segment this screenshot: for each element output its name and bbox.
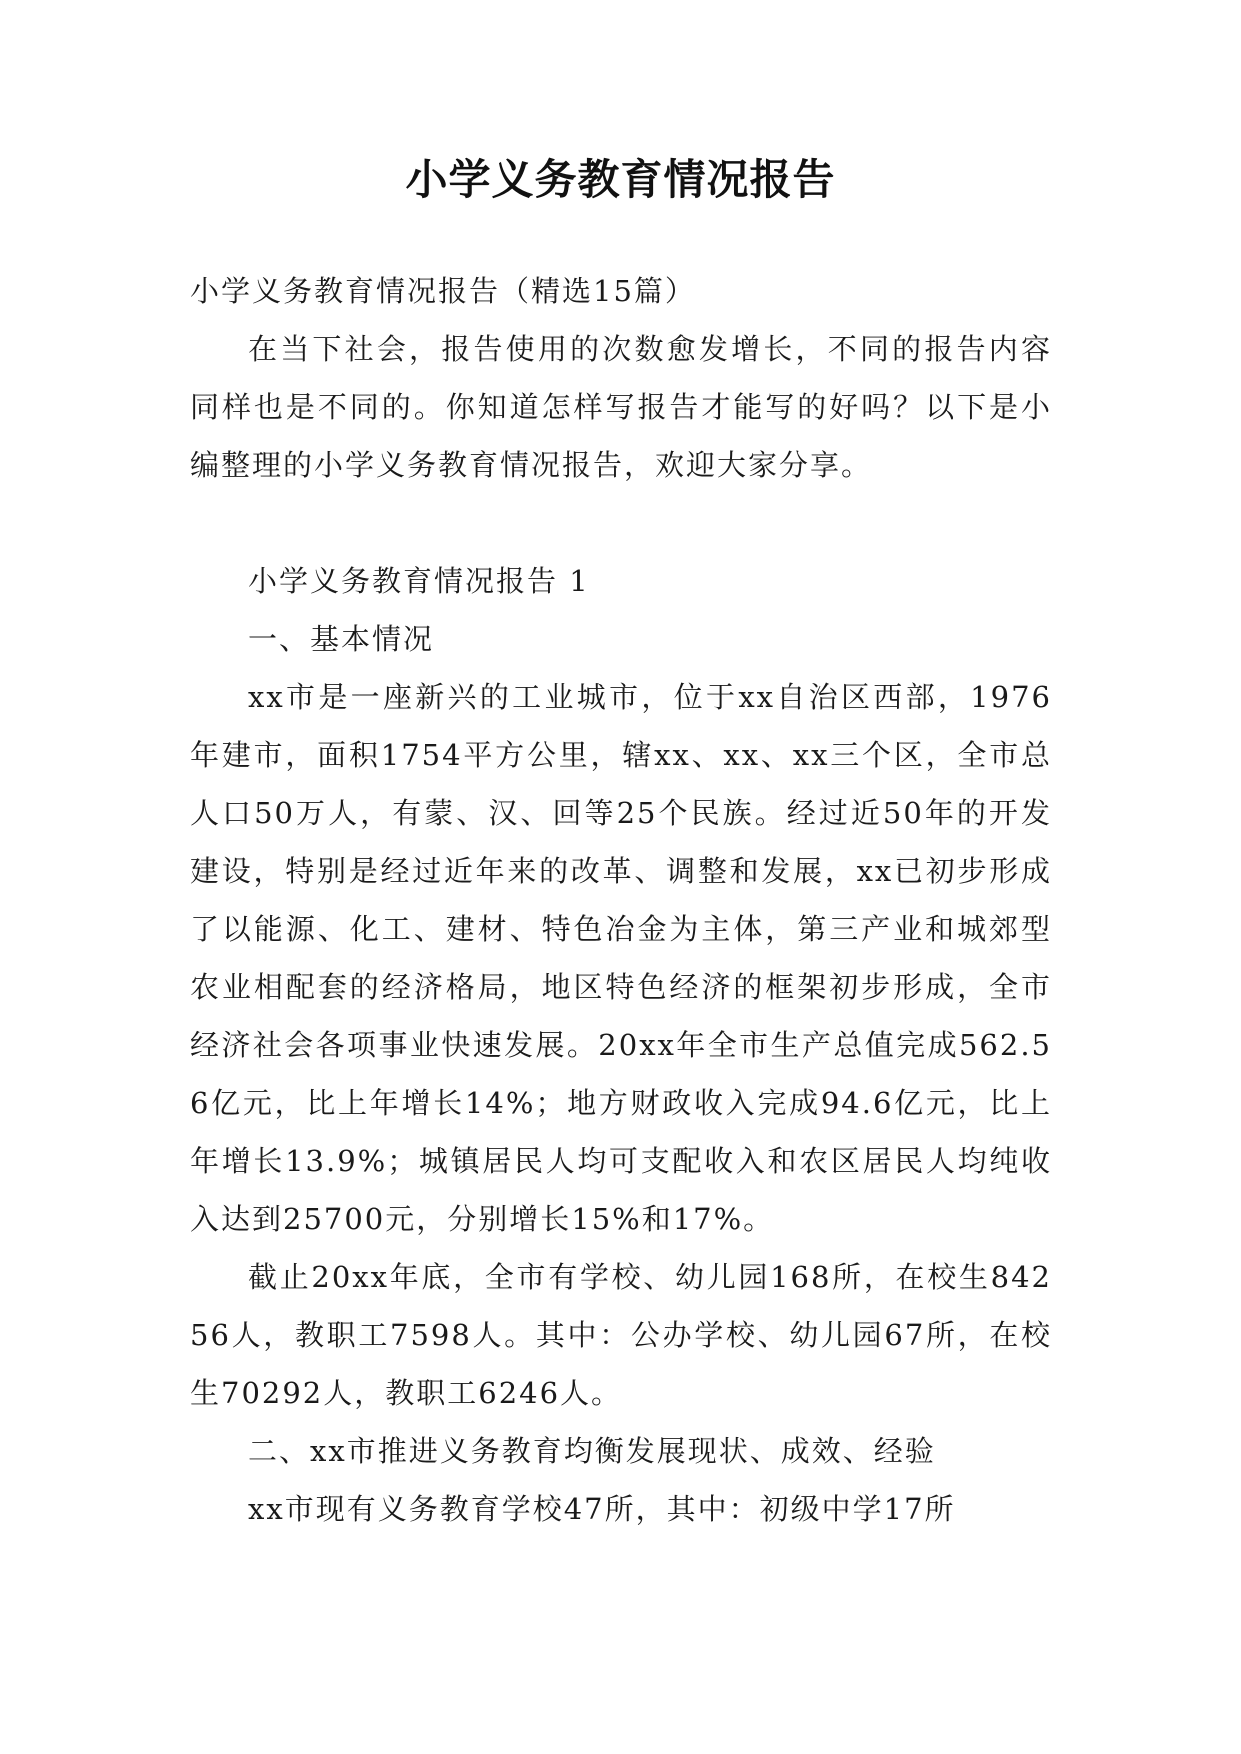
intro-paragraph: 在当下社会，报告使用的次数愈发增长，不同的报告内容同样也是不同的。你知道怎样写报告才能写的好吗？以下是小编整理的小学义务教育情况报告，欢迎大家分享。 [190, 332, 1052, 482]
document-body [190, 262, 1052, 1538]
heading-education-progress: 二、xx市推进义务教育均衡发展现状、成效、经验 [248, 1434, 936, 1468]
heading-basic-situation: 一、基本情况 [248, 622, 435, 656]
document-subtitle: 小学义务教育情况报告（精选15篇） [190, 274, 696, 308]
section-title: 小学义务教育情况报告 1 [248, 564, 590, 598]
document-title: 小学义务教育情况报告 [405, 155, 836, 204]
paragraph-school-count: xx市现有义务教育学校47所，其中：初级中学17所 [248, 1492, 956, 1526]
paragraph-city-overview: xx市是一座新兴的工业城市，位于xx自治区西部，1976年建市，面积1754平方公里，辖xx、xx、xx三个区，全市总人口50万人，有蒙、汉、回等25个民族。经过近50年的开发建设，特别是经过近年来的改革、调整和发展，xx已初步形成了以能源、化工、建材、特色冶金为主体，第三产业和城郊型农业相配套的经济格局，地区特色经济的框架初步形成，全市经济社会各项事业快速发展。20xx年全市生产总值完成562.56亿元，比上年增长14%；地方财政收入完成94.6亿元，比上年增长13.9%；城镇居民人均可支配收入和农区居民人均纯收入达到25700元，分别增长15%和17%。 [190, 680, 1052, 1236]
paragraph-school-statistics: 截止20xx年底，全市有学校、幼儿园168所，在校生84256人，教职工7598人。其中：公办学校、幼儿园67所，在校生70292人，教职工6246人。 [190, 1260, 1052, 1410]
section-spacer [190, 494, 1052, 552]
